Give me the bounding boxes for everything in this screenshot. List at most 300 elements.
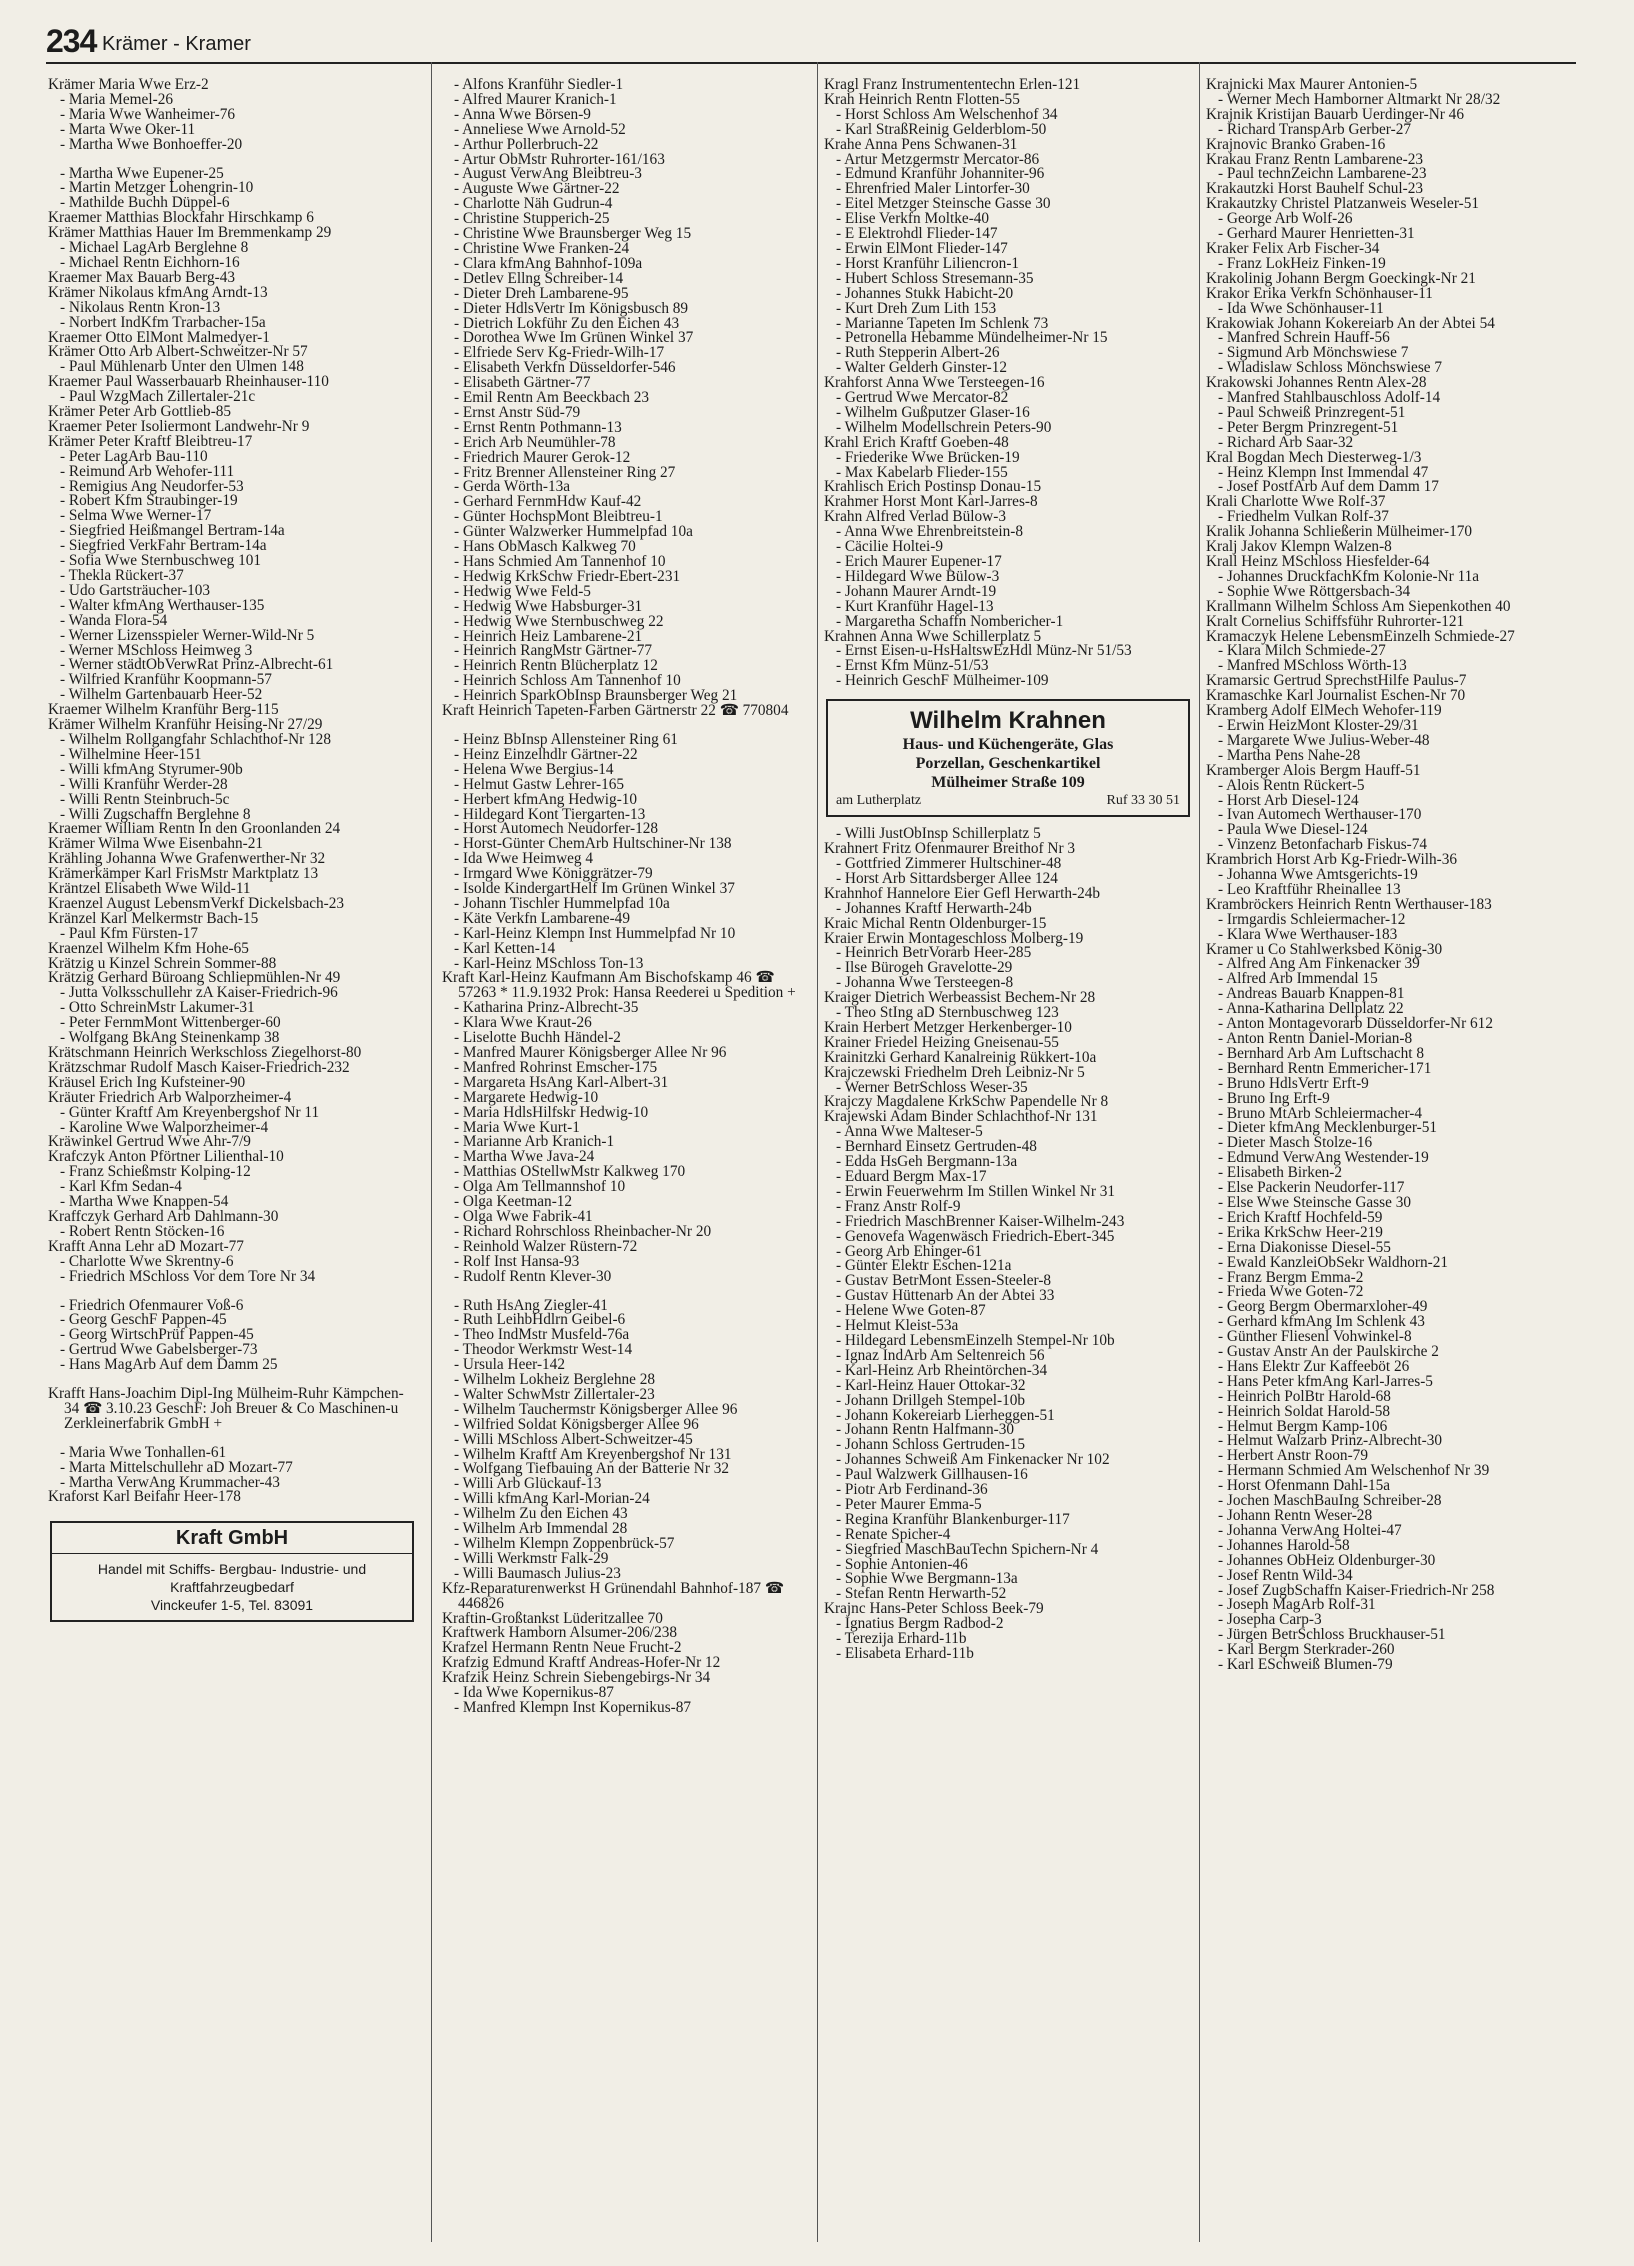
directory-entry: - Johannes Harold-58 [1218, 1536, 1350, 1554]
directory-entry: - Willi kfmAng Styrumer-90b [60, 760, 243, 778]
directory-entry: Krämer Otto Arb Albert-Schweitzer-Nr 57 [48, 343, 308, 361]
directory-entry: Krallmann Wilhelm Schloss Am Siepenkothen 40 [1206, 597, 1511, 615]
ad-text-line: Handel mit Schiffs- Bergbau- Industrie- und [97, 1561, 367, 1578]
directory-entry: - Johann Rentn Weser-28 [1218, 1507, 1373, 1524]
directory-entry: - Christine Wwe Franken-24 [454, 239, 630, 257]
directory-entry: Krämer Peter Kraftf Bleibtreu-17 [48, 432, 253, 450]
directory-entry: - Theodor Werkmstr West-14 [454, 1341, 633, 1359]
directory-entry: Kraic Michal Rentn Oldenburger-15 [824, 914, 1047, 932]
directory-entry: - Genovefa Wagenwäsch Friedrich-Ebert-345 [836, 1227, 1115, 1245]
directory-entry: - Wolfgang Tiefbauing An der Batterie Nr 32 [454, 1460, 730, 1478]
directory-entry: - Isolde KindergartHelf Im Grünen Winkel 37 [454, 880, 735, 898]
directory-entry: - Alois Rentn Rückert-5 [1218, 776, 1365, 794]
directory-entry: Kfz-Reparaturenwerkst H Grünendahl Bahnhof-187 ☎ 446826 [442, 1579, 784, 1612]
directory-entry: - Johannes ObHeiz Oldenburger-30 [1218, 1551, 1436, 1569]
directory-entry: - Anna Wwe Ehrenbreitstein-8 [836, 523, 1024, 541]
directory-entry: - Marta Wwe Oker-11 [60, 120, 196, 138]
directory-entry: - Werner städtObVerwRat Prinz-Albrecht-61 [60, 656, 334, 674]
directory-entry: Kräusel Erich Ing Kufsteiner-90 [48, 1073, 246, 1091]
directory-entry: - Mathilde Buchh Düppel-6 [60, 194, 230, 212]
advertisement-kraft [50, 1521, 414, 1622]
directory-entry: - Wilhelm Rollgangfahr Schlachthof-Nr 128 [60, 730, 331, 748]
directory-entry: Krakautzki Horst Bauhelf Schul-23 [1206, 180, 1424, 198]
directory-entry: - Ehrenfried Maler Lintorfer-30 [836, 180, 1030, 198]
directory-entry: - Alfons Kranführ Siedler-1 [454, 78, 624, 93]
directory-entry: Krah Heinrich Rentn Flotten-55 [824, 90, 1020, 108]
directory-entry: - Ignaz IndArb Am Seltenreich 56 [836, 1346, 1045, 1364]
directory-entry: Kralj Jakov Klempn Walzen-8 [1206, 538, 1392, 556]
directory-entry: Krätzig u Kinzel Schrein Sommer-88 [48, 954, 277, 972]
directory-entry: Kral Bogdan Mech Diesterweg-1/3 [1206, 448, 1422, 466]
directory-entry: Krahe Anna Pens Schwanen-31 [824, 135, 1018, 153]
directory-entry: - Ida Wwe Heimweg 4 [454, 850, 594, 868]
directory-entry: - Johannes DruckfachKfm Kolonie-Nr 11a [1218, 567, 1480, 585]
directory-entry: - Wilhelm Arb Immendal 28 [454, 1520, 628, 1538]
directory-entry: - Ernst Rentn Pothmann-13 [454, 418, 622, 436]
directory-entry: Kraemer William Rentn In den Groonlanden 24 [48, 820, 341, 838]
directory-entry: - Ilse Bürogeh Gravelotte-29 [836, 959, 1013, 977]
directory-entry: Krain Herbert Metzger Herkenberger-10 [824, 1018, 1072, 1036]
directory-entry: - Sigmund Arb Mönchswiese 7 [1218, 344, 1409, 362]
directory-entry: - Ida Wwe Kopernikus-87 [454, 1684, 614, 1702]
directory-entry: - Jürgen BetrSchloss Bruckhauser-51 [1218, 1626, 1446, 1644]
directory-entry: - Johannes Stukk Habicht-20 [836, 284, 1014, 302]
directory-entry: Krätschmann Heinrich Werkschloss Ziegelhorst-80 [48, 1044, 362, 1061]
directory-entry: - Sophie Wwe Röttgersbach-34 [1218, 582, 1411, 600]
directory-entry: Kramberger Alois Bergm Hauff-51 [1206, 761, 1421, 779]
directory-entry: - Franz Bergm Emma-2 [1218, 1268, 1364, 1286]
directory-entry: - Martin Metzger Lohengrin-10 [60, 179, 254, 197]
directory-entry: - Hans Elektr Zur Kaffeeböt 26 [1218, 1357, 1410, 1375]
directory-entry: - Georg Bergm Obermarxloher-49 [1218, 1298, 1428, 1316]
directory-entry: - Olga Keetman-12 [454, 1193, 573, 1211]
directory-entry: - Maria Wwe Wanheimer-76 [60, 105, 236, 123]
directory-entry: - Wilhelm Klempn Zoppenbrück-57 [454, 1535, 675, 1552]
directory-entry: - Heinz BbInsp Allensteiner Ring 61 [454, 730, 678, 748]
directory-entry: Krätzig Gerhard Büroang Schliepmühlen-Nr 49 [48, 969, 341, 987]
directory-entry: - Emil Rentn Am Beeckbach 23 [454, 389, 649, 407]
directory-entry: - Gerda Wörth-13a [454, 478, 571, 496]
directory-entry: Krahmer Horst Mont Karl-Jarres-8 [824, 493, 1038, 511]
page-number: 234 [46, 23, 97, 59]
directory-entry: - Willi Zugschaffn Berglehne 8 [60, 805, 251, 823]
directory-entry: Krafft Anna Lehr aD Mozart-77 [48, 1237, 244, 1255]
directory-entry: Krakolinig Johann Bergm Goeckingk-Nr 21 [1206, 269, 1476, 287]
directory-entry: - Klara Milch Schmiede-27 [1218, 642, 1386, 660]
directory-entry: - Bruno Ing Erft-9 [1218, 1089, 1330, 1107]
column-divider [431, 62, 432, 2242]
directory-entry: Kraftin-Großtankst Lüderitzallee 70 [442, 1609, 663, 1627]
directory-entry: - Peter Bergm Prinzregent-51 [1218, 418, 1399, 436]
directory-entry: - Udo Gartsträucher-103 [60, 581, 211, 599]
directory-entry: Krämer Matthias Hauer Im Bremmenkamp 29 [48, 224, 332, 242]
directory-entry: - Friederike Wwe Brücken-19 [836, 448, 1020, 466]
directory-entry: - Erich Maurer Eupener-17 [836, 553, 1002, 570]
directory-entry: - Paula Wwe Diesel-124 [1218, 821, 1368, 839]
directory-entry: Kraemer Matthias Blockfahr Hirschkamp 6 [48, 209, 314, 227]
directory-entry: - Wilhelm Zu den Eichen 43 [454, 1505, 628, 1523]
directory-entry: - Friedrich Ofenmaurer Voß-6 [60, 1296, 244, 1314]
directory-entry: - Sofia Wwe Sternbuschweg 101 [60, 552, 262, 570]
directory-column-4 [1206, 78, 1576, 2248]
directory-entry: - Erika KrkSchw Heer-219 [1218, 1223, 1383, 1241]
directory-entry: - Ernst Anstr Süd-79 [454, 403, 581, 421]
directory-entry: - Georg Arb Ehinger-61 [836, 1242, 982, 1260]
directory-entry: - Frieda Wwe Goten-72 [1218, 1283, 1364, 1301]
directory-entry: - Wilhelm Gartenbauarb Heer-52 [60, 686, 263, 704]
directory-entry: - Marianne Arb Kranich-1 [454, 1133, 615, 1151]
directory-entry: - Willi MSchloss Albert-Schweitzer-45 [454, 1430, 693, 1448]
directory-entry: - Anton Rentn Daniel-Morian-8 [1218, 1030, 1413, 1047]
directory-entry: - George Arb Wolf-26 [1218, 210, 1353, 228]
directory-entry: - Horst-Günter ChemArb Hultschiner-Nr 138 [454, 835, 732, 853]
directory-entry: - Anneliese Wwe Arnold-52 [454, 120, 626, 138]
directory-entry: - Paul Kfm Fürsten-17 [60, 924, 199, 942]
directory-entry: - Heinz Einzelhdlr Gärtner-22 [454, 745, 638, 763]
directory-entry: Krahnert Fritz Ofenmaurer Breithof Nr 3 [824, 840, 1076, 858]
directory-entry: Kraemer Max Bauarb Berg-43 [48, 268, 236, 286]
directory-entry: - Elisabeta Erhard-11b [836, 1645, 974, 1662]
directory-entry: Krämer Maria Wwe Erz-2 [48, 78, 209, 93]
ad-text-line: Kraftfahrzeugbedarf [170, 1579, 294, 1596]
directory-entry: Kramer u Co Stahlwerksbed König-30 [1206, 940, 1443, 958]
directory-entry: Kraft Heinrich Tapeten-Farben Gärtnerstr 22 ☎ 770804 [442, 702, 789, 720]
directory-entry: Kräntzel Elisabeth Wwe Wild-11 [48, 880, 251, 898]
directory-entry: Kraemer Wilhelm Kranführ Berg-115 [48, 701, 279, 719]
directory-entry: - Sophie Wwe Bergmann-13a [836, 1570, 1018, 1588]
directory-entry: - Alfred Arb Immendal 15 [1218, 970, 1378, 988]
directory-entry: - Robert Rentn Stöcken-16 [60, 1222, 225, 1240]
directory-entry: - Piotr Arb Ferdinand-36 [836, 1481, 988, 1499]
ad-company-name: Wilhelm Krahnen [910, 707, 1106, 735]
directory-entry: Krafft Hans-Joachim Dipl-Ing Mülheim-Ruhr Kämpchen-34 ☎ 3.10.23 GeschF: Joh Breuer & Co Maschinen-u Zerkleinerfabrik GmbH + [48, 1385, 404, 1432]
directory-entry: - Werner Mech Hamborner Altmarkt Nr 28/32 [1218, 90, 1501, 108]
directory-entry: - Heinrich GeschF Mülheimer-109 [836, 672, 1049, 690]
directory-entry: - Arthur Pollerbruch-22 [454, 135, 599, 153]
directory-column-2 [442, 78, 812, 2248]
ad-company-name: Kraft GmbH [52, 1523, 412, 1554]
directory-entry: Krahnhof Hannelore Eier Gefl Herwarth-24b [824, 884, 1101, 902]
directory-entry: - Bernhard Rentn Emmericher-171 [1218, 1059, 1432, 1077]
directory-entry: - Hildegard LebensmEinzelh Stempel-Nr 10b [836, 1331, 1115, 1349]
directory-entry: - Marianne Tapeten Im Schlenk 73 [836, 314, 1049, 332]
directory-entry: - Helmut Kleist-53a [836, 1317, 959, 1335]
directory-entry: - Dieter HdlsVertr Im Königsbusch 89 [454, 299, 689, 317]
directory-entry: - Johann Drillgeh Stempel-10b [836, 1391, 1026, 1409]
directory-entry: - Martha Pens Nahe-28 [1218, 746, 1361, 764]
directory-entry: - Terezija Erhard-11b [836, 1630, 967, 1648]
directory-entry: - Anna Wwe Börsen-9 [454, 105, 591, 123]
column-divider [1199, 62, 1200, 2242]
ad-address: Vinckeufer 1-5, Tel. 83091 [150, 1597, 314, 1614]
directory-entry: Kräwinkel Gertrud Wwe Ahr-7/9 [48, 1133, 251, 1151]
directory-entry: - Siegfried MaschBauTechn Spichern-Nr 4 [836, 1540, 1099, 1558]
directory-entry: - Johannes Kraftf Herwarth-24b [836, 899, 1032, 917]
directory-entry: Krahl Erich Kraftf Goeben-48 [824, 433, 1009, 451]
directory-entry: - Werner MSchloss Heimweg 3 [60, 641, 253, 659]
directory-entry: - Elisabeth Verkfn Düsseldorfer-546 [454, 359, 676, 377]
directory-entry: Kramaschke Karl Journalist Eschen-Nr 70 [1206, 687, 1466, 705]
directory-entry: - Margarete Hedwig-10 [454, 1088, 599, 1106]
directory-entry: - Ernst Eisen-u-HsHaltswEzHdl Münz-Nr 51/53 [836, 642, 1132, 660]
directory-entry: - Liselotte Buchh Händel-2 [454, 1029, 621, 1047]
directory-entry: - Johanna Wwe Amtsgerichts-19 [1218, 866, 1418, 884]
directory-entry: - Reinhold Walzer Rüstern-72 [454, 1237, 638, 1255]
directory-entry: - Johannes Schweiß Am Finkenacker Nr 102 [836, 1451, 1110, 1469]
directory-entry: - Hans Peter kfmAng Karl-Jarres-5 [1218, 1372, 1433, 1390]
directory-entry: - Karl-Heinz MSchloss Ton-13 [454, 954, 644, 972]
directory-entry: Kraier Erwin Montageschloss Molberg-19 [824, 929, 1084, 947]
directory-entry: Kraffczyk Gerhard Arb Dahlmann-30 [48, 1207, 279, 1225]
directory-entry: - Heinrich BetrVorarb Heer-285 [836, 944, 1032, 962]
directory-entry: - Helena Wwe Bergius-14 [454, 760, 614, 778]
directory-entry: - Paul Mühlenarb Unter den Ulmen 148 [60, 358, 304, 376]
directory-entry: Krajnicki Max Maurer Antonien-5 [1206, 78, 1418, 93]
ad-address: Mülheimer Straße 109 [931, 774, 1085, 792]
directory-entry: Kramarsic Gertrud SprechstHilfe Paulus-7 [1206, 672, 1467, 690]
directory-entry: - Ida Wwe Schönhauser-11 [1218, 299, 1384, 317]
directory-entry: - Olga Wwe Fabrik-41 [454, 1207, 593, 1225]
directory-entry: - Johann Rentn Halfmann-30 [836, 1421, 1014, 1439]
directory-entry: - Wilhelm Lokheiz Berglehne 28 [454, 1371, 656, 1389]
directory-entry: - Wanda Flora-54 [60, 611, 168, 629]
directory-entry: Krajczewski Friedhelm Dreh Leibniz-Nr 5 [824, 1063, 1085, 1081]
directory-entry: - Matthias OStellwMstr Kalkweg 170 [454, 1163, 686, 1181]
directory-entry: - Heinrich Heiz Lambarene-21 [454, 627, 643, 645]
directory-entry: - Horst Arb Diesel-124 [1218, 791, 1359, 809]
directory-entry: - Georg GeschF Pappen-45 [60, 1311, 227, 1329]
directory-entry: - Else Packerin Neudorfer-117 [1218, 1179, 1405, 1197]
directory-entry: - Cäcilie Holtei-9 [836, 538, 944, 556]
directory-entry: - Wilhelm Modellschrein Peters-90 [836, 418, 1052, 436]
directory-entry: - Stefan Rentn Herwarth-52 [836, 1585, 1007, 1603]
directory-entry: Krall Heinz MSchloss Hiesfelder-64 [1206, 553, 1430, 570]
directory-entry: - Christine Stupperich-25 [454, 210, 610, 228]
directory-entry: - Else Wwe Steinsche Gasse 30 [1218, 1193, 1412, 1211]
directory-entry: - Elise Verkfn Moltke-40 [836, 210, 990, 228]
directory-entry: - Klara Wwe Werthauser-183 [1218, 925, 1398, 943]
directory-entry: - Herbert Anstr Roon-79 [1218, 1447, 1368, 1465]
directory-entry: - Horst Automech Neudorfer-128 [454, 820, 659, 838]
directory-entry: - Maria HdlsHilfskr Hedwig-10 [454, 1103, 649, 1121]
directory-entry: - Wolfgang BkAng Steinenkamp 38 [60, 1029, 280, 1047]
directory-entry: - Walter kfmAng Werthauser-135 [60, 596, 265, 614]
directory-entry: - Margarete Wwe Julius-Weber-48 [1218, 731, 1430, 749]
directory-entry: - Paul Schweiß Prinzregent-51 [1218, 403, 1406, 421]
directory-entry: - Hildegard Kont Tiergarten-13 [454, 805, 646, 823]
directory-entry: Kramaczyk Helene LebensmEinzelh Schmiede-27 [1206, 627, 1515, 645]
directory-entry: - Willi Rentn Steinbruch-5c [60, 790, 230, 808]
directory-entry: - Edmund VerwAng Westender-19 [1218, 1149, 1429, 1167]
directory-entry: - Andreas Bauarb Knappen-81 [1218, 985, 1405, 1003]
directory-entry: - Ruth Stepperin Albert-26 [836, 344, 1000, 362]
directory-entry: - Ruth HsAng Ziegler-41 [454, 1296, 608, 1314]
directory-entry: - Michael Rentn Eichhorn-16 [60, 253, 240, 271]
directory-entry: - Norbert IndKfm Trarbacher-15a [60, 313, 266, 331]
directory-entry: - Manfred Stahlbauschloss Adolf-14 [1218, 389, 1441, 407]
directory-entry: - Wladislaw Schloss Mönchswiese 7 [1218, 359, 1443, 377]
directory-entry: Kraemer Otto ElMont Malmedyer-1 [48, 328, 270, 346]
directory-entry: - Heinrich PolBtr Harold-68 [1218, 1387, 1391, 1405]
directory-entry: - Ewald KanzleiObSekr Waldhorn-21 [1218, 1253, 1448, 1271]
directory-entry: - Friedrich MSchloss Vor dem Tore Nr 34 [60, 1267, 316, 1285]
directory-entry: - Gertrud Wwe Mercator-82 [836, 389, 1009, 407]
directory-entry: - Hedwig Wwe Feld-5 [454, 582, 591, 600]
directory-entry: - Josef Rentn Wild-34 [1218, 1566, 1353, 1584]
directory-entry: - Bernhard Einsetz Gertruden-48 [836, 1138, 1037, 1156]
directory-column-3 [824, 78, 1194, 2248]
directory-entry: - Karl StraßReinig Gelderblom-50 [836, 120, 1047, 138]
directory-entry: - Willi Werkmstr Falk-29 [454, 1549, 609, 1567]
directory-entry: - Otto SchreinMstr Lakumer-31 [60, 999, 255, 1017]
directory-entry: - Heinrich Rentn Blücherplatz 12 [454, 657, 658, 675]
directory-entry: - Gerhard Maurer Henrietten-31 [1218, 225, 1415, 243]
directory-entry: Krakowiak Johann Kokereiarb An der Abtei 54 [1206, 314, 1495, 332]
directory-entry: - Helene Wwe Goten-87 [836, 1302, 986, 1320]
directory-entry: - Martha Wwe Java-24 [454, 1148, 595, 1166]
directory-entry: - Charlotte Wwe Skrentny-6 [60, 1252, 234, 1270]
directory-entry: - Bruno HdlsVertr Erft-9 [1218, 1074, 1369, 1092]
directory-entry: - Vinzenz Betonfacharb Fiskus-74 [1218, 836, 1428, 854]
directory-entry: - Wilhelm Kraftf Am Kreyenbergshof Nr 131 [454, 1445, 732, 1463]
directory-entry: - Ivan Automech Werthauser-170 [1218, 806, 1422, 824]
directory-entry: Krämer Wilma Wwe Eisenbahn-21 [48, 835, 264, 853]
directory-entry: - Christine Wwe Braunsberger Weg 15 [454, 225, 692, 243]
directory-entry: - Karoline Wwe Walporzheimer-4 [60, 1118, 269, 1136]
directory-entry: - Siegfried VerkFahr Bertram-14a [60, 537, 267, 555]
directory-entry: - Theo IndMstr Musfeld-76a [454, 1326, 630, 1344]
directory-entry: - Clara kfmAng Bahnhof-109a [454, 254, 643, 272]
directory-entry: - Horst Arb Sittardsberger Allee 124 [836, 869, 1058, 887]
directory-entry: - Gustav Hüttenarb An der Abtei 33 [836, 1287, 1055, 1305]
directory-entry: - Peter LagArb Bau-110 [60, 447, 208, 465]
directory-entry: - Richard Arb Saar-32 [1218, 433, 1354, 451]
directory-entry: - Karl-Heinz Arb Rheintörchen-34 [836, 1361, 1048, 1379]
directory-entry: - Kurt Kranführ Hagel-13 [836, 597, 994, 615]
directory-entry: - Johanna VerwAng Holtei-47 [1218, 1521, 1402, 1539]
directory-entry: Kralt Cornelius Schiffsführ Ruhrorter-121 [1206, 612, 1465, 630]
directory-entry: Krajnc Hans-Peter Schloss Beek-79 [824, 1600, 1044, 1618]
directory-entry: - Georg WirtschPrüf Pappen-45 [60, 1326, 254, 1344]
directory-entry: - Elisabeth Gärtner-77 [454, 374, 591, 392]
directory-entry: - Josef ZugbSchaffn Kaiser-Friedrich-Nr 258 [1218, 1581, 1495, 1599]
directory-entry: Krahn Alfred Verlad Bülow-3 [824, 508, 1006, 526]
directory-entry: - Paul WzgMach Zillertaler-21c [60, 388, 256, 406]
directory-entry: - Johann Schloss Gertruden-15 [836, 1436, 1026, 1454]
directory-entry: - Heinrich Schloss Am Tannenhof 10 [454, 672, 681, 690]
directory-entry: Krainitzki Gerhard Kanalreinig Rükkert-10a [824, 1048, 1097, 1066]
directory-entry: Krakautzky Christel Platzanweis Weseler-51 [1206, 195, 1480, 213]
directory-entry: - Detlev Ellng Schreiber-14 [454, 269, 624, 287]
directory-entry: - Sophie Antonien-46 [836, 1555, 968, 1573]
directory-entry: - Jochen MaschBauIng Schreiber-28 [1218, 1492, 1442, 1510]
directory-entry: - Richard TranspArb Gerber-27 [1218, 120, 1411, 138]
directory-entry: - August VerwAng Bleibtreu-3 [454, 165, 642, 183]
directory-entry: Kraenzel August LebensmVerkf Dickelsbach-23 [48, 894, 345, 912]
directory-entry: - Kurt Dreh Zum Lith 153 [836, 299, 997, 317]
directory-entry: - Gustav Anstr An der Paulskirche 2 [1218, 1343, 1439, 1361]
ad-text-line: Porzellan, Geschenkartikel [915, 755, 1101, 773]
directory-entry: Krakor Erika Verkfn Schönhauser-11 [1206, 284, 1433, 302]
directory-entry: Kraemer Peter Isoliermont Landwehr-Nr 9 [48, 417, 310, 435]
directory-entry: Krämer Wilhelm Kranführ Heising-Nr 27/29 [48, 716, 323, 734]
directory-entry: - Margaretha Schaffn Nombericher-1 [836, 612, 1064, 630]
directory-entry: - Charlotte Näh Gudrun-4 [454, 195, 613, 213]
directory-entry: - Heinrich RangMstr Gärtner-77 [454, 642, 653, 660]
directory-entry: - Hedwig KrkSchw Friedr-Ebert-231 [454, 567, 681, 585]
directory-entry: - Irmgardis Schleiermacher-12 [1218, 910, 1406, 928]
directory-entry: - Walter Gelderh Ginster-12 [836, 359, 1008, 377]
directory-entry: - Ursula Heer-142 [454, 1356, 565, 1374]
directory-entry: - Paul technZeichn Lambarene-23 [1218, 165, 1427, 183]
ad-place: am Lutherplatz [836, 793, 922, 809]
directory-entry: - Wilhelm Gußputzer Glaser-16 [836, 403, 1030, 421]
directory-entry: - Horst Kranführ Liliencron-1 [836, 254, 1020, 272]
directory-entry: Krämer Peter Arb Gottlieb-85 [48, 403, 232, 421]
directory-entry: Krafzig Edmund Kraftf Andreas-Hofer-Nr 12 [442, 1654, 721, 1672]
directory-entry: - Hubert Schloss Stresemann-35 [836, 269, 1034, 287]
directory-entry: - Werner BetrSchloss Weser-35 [836, 1078, 1028, 1096]
directory-entry: - Rolf Inst Hansa-93 [454, 1252, 580, 1270]
directory-entry: Krafczyk Anton Pförtner Lilienthal-10 [48, 1148, 284, 1166]
ad-phone: Ruf 33 30 51 [1106, 793, 1180, 809]
directory-entry: Kralik Johanna Schließerin Mülheimer-170 [1206, 523, 1473, 541]
directory-entry: - Käte Verkfn Lambarene-49 [454, 909, 630, 927]
directory-entry: - Erich Kraftf Hochfeld-59 [1218, 1208, 1383, 1226]
directory-entry: - Heinz Klempn Inst Immendal 47 [1218, 463, 1429, 481]
directory-entry: - Gertrud Wwe Gabelsberger-73 [60, 1341, 258, 1359]
directory-entry: - Artur ObMstr Ruhrorter-161/163 [454, 150, 665, 168]
directory-entry: - Erwin ElMont Flieder-147 [836, 239, 1008, 257]
directory-entry: Krambröckers Heinrich Rentn Werthauser-183 [1206, 895, 1492, 913]
directory-entry: Kränzel Karl Melkermstr Bach-15 [48, 909, 259, 927]
directory-entry: - Ernst Kfm Münz-51/53 [836, 657, 989, 675]
directory-entry: - Max Kabelarb Flieder-155 [836, 463, 1008, 481]
directory-column-1 [48, 78, 418, 2248]
directory-entry: - Martha Wwe Knappen-54 [60, 1193, 229, 1211]
directory-entry: - Margareta HsAng Karl-Albert-31 [454, 1073, 669, 1091]
directory-entry: Krakau Franz Rentn Lambarene-23 [1206, 150, 1424, 168]
directory-entry: - Gerhard FernmHdw Kauf-42 [454, 493, 642, 511]
directory-entry: Kramberg Adolf ElMech Wehofer-119 [1206, 702, 1442, 720]
directory-entry: - Katharina Prinz-Albrecht-35 [454, 999, 639, 1017]
running-head: Krämer - Kramer [102, 33, 251, 55]
directory-entry: - Dieter Dreh Lambarene-95 [454, 284, 629, 302]
directory-entry: - Maria Wwe Kurt-1 [454, 1118, 580, 1136]
directory-entry: Kragl Franz Instrumententechn Erlen-121 [824, 78, 1081, 93]
directory-entry: - Dieter kfmAng Mecklenburger-51 [1218, 1119, 1438, 1137]
directory-entry: - Rudolf Rentn Klever-30 [454, 1267, 612, 1285]
directory-entry: - Theo StIng aD Sternbuschweg 123 [836, 1004, 1059, 1022]
directory-entry: - Jutta Volksschullehr zA Kaiser-Friedrich-96 [60, 984, 338, 1002]
directory-entry: - Hedwig Wwe Sternbuschweg 22 [454, 612, 664, 630]
directory-entry: - Auguste Wwe Gärtner-22 [454, 180, 620, 198]
page-header [46, 24, 1576, 64]
directory-entry: - Horst Ofenmann Dahl-15a [1218, 1477, 1391, 1495]
directory-entry: - Manfred MSchloss Wörth-13 [1218, 657, 1407, 675]
directory-entry: - Willi Kranführ Werder-28 [60, 775, 228, 793]
directory-entry: - Anton Montagevorarb Düsseldorfer-Nr 612 [1218, 1015, 1493, 1033]
directory-entry: Kraemer Paul Wasserbauarb Rheinhauser-110 [48, 373, 329, 391]
directory-entry: Krätzschmar Rudolf Masch Kaiser-Friedrich-232 [48, 1058, 350, 1076]
directory-entry: - Edmund Kranführ Johanniter-96 [836, 165, 1045, 183]
ad-footer [836, 792, 1180, 809]
directory-entry: - Maria Memel-26 [60, 90, 173, 108]
directory-entry: - Karl-Heinz Hauer Ottokar-32 [836, 1376, 1026, 1394]
directory-entry: Kraftwerk Hamborn Alsumer-206/238 [442, 1624, 678, 1642]
directory-entry: - Alfred Ang Am Finkenacker 39 [1218, 955, 1420, 973]
directory-entry: - Erna Diakonisse Diesel-55 [1218, 1238, 1391, 1256]
